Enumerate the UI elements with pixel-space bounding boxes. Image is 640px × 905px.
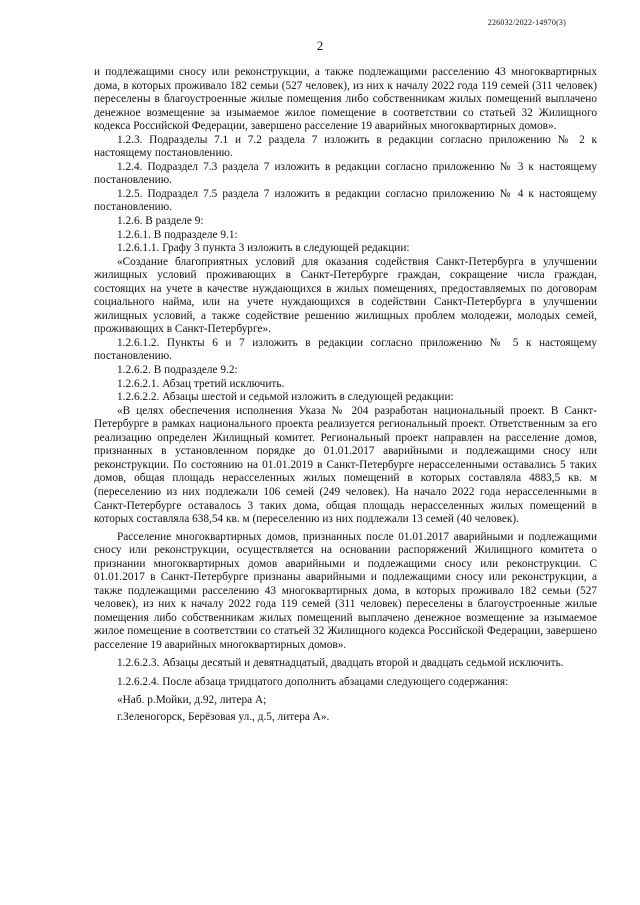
paragraph: и подлежащими сносу или реконструкции, а также подлежащими расселению 43 многоквартирных дома, в которых проживало 182 семьи (527 человек), из них к началу 2022 года 119 семей (311 человек) переселены в благоустроенные жилые помещения либо собственникам жилых помещений выплачено денежное возмещение за изымаемое жилое помещение в соответствии со статьей 32 Жилищного кодекса Российской Федерации, завершено расселение 19 аварийных многоквартирных домов». (94, 66, 597, 133)
paragraph: 1.2.5. Подраздел 7.5 раздела 7 изложить в редакции согласно приложению № 4 к настоящему постановлению. (94, 187, 597, 214)
paragraph: 1.2.6.1.1. Графу 3 пункта 3 изложить в следующей редакции: (117, 242, 410, 255)
paragraph: 1.2.6.2.3. Абзацы десятый и девятнадцатый, двадцать второй и двадцать седьмой исключить. (117, 656, 564, 669)
paragraph: Расселение многоквартирных домов, признанных после 01.01.2017 аварийными и подлежащими сносу или реконструкции, осуществляется на основании распоряжений Жилищного комитета о признании многоквартирных домов аварийными и подлежащими сносу или реконструкции. С 01.01.2017 в Санкт-Петербурге признаны аварийными и подлежащими сносу или реконструкции, а также подлежащими расселению 43 многоквартирных дома, в которых проживало 182 семьи (527 человек), из них к началу 2022 года 119 семей (311 человек) переселены в благоустроенные жилые помещения либо собственникам жилых помещений выплачено денежное возмещение за изымаемое жилое помещение в соответствии со статьей 32 Жилищного кодекса Российской Федерации, завершено расселение 19 аварийных многоквартирных домов». (94, 530, 597, 651)
paragraph: 1.2.6.2.4. После абзаца тридцатого дополнить абзацами следующего содержания: (117, 676, 509, 689)
address-line: «Наб. р.Мойки, д.92, литера А; (117, 693, 267, 706)
paragraph: 1.2.6.2. В подразделе 9.2: (117, 364, 238, 377)
paragraph: 1.2.6.2.2. Абзацы шестой и седьмой изложить в следующей редакции: (117, 391, 454, 404)
paragraph: «В целях обеспечения исполнения Указа № 204 разработан национальный проект. В Санкт-Петербурге в рамках национального проекта реализуется региональный проект. Ответственным за его реализацию определен Жилищный комитет. Региональный проект направлен на расселение домов, признанных в установленном порядке до 01.01.2017 аварийными и подлежащими сносу или реконструкции. По состоянию на 01.01.2019 в Санкт-Петербурге нерасселенными оставались 5 таких домов, общая площадь нерасселенных жилых помещений в которых составляла 4883,5 кв. м (переселению из них подлежали 106 семей (249 человек). На начало 2022 года нерасселенными в Санкт-Петербурге оставалось 3 таких дома, общая площадь нерасселенных жилых помещений в которых составляла 638,54 кв. м (переселению из них подлежали 13 семей (40 человек). (94, 404, 597, 526)
address-line: г.Зеленогорск, Берёзовая ул., д.5, литера А». (117, 711, 330, 724)
paragraph: 1.2.6.1. В подразделе 9.1: (117, 228, 238, 241)
paragraph: 1.2.6.1.2. Пункты 6 и 7 изложить в редакции согласно приложению № 5 к настоящему постановлению. (94, 336, 597, 363)
paragraph: 1.2.4. Подраздел 7.3 раздела 7 изложить в редакции согласно приложению № 3 к настоящему постановлению. (94, 160, 597, 187)
paragraph: «Создание благоприятных условий для оказания содействия Санкт-Петербурга в улучшении жилищных условий проживающих в Санкт-Петербурге граждан, сокращение числа граждан, состоящих на учете в качестве нуждающихся в жилых помещениях, предоставляемых по договорам социального найма, или на учете нуждающихся в содействии Санкт-Петербурга в улучшении жилищных условий, а также содействие решению жилищных проблем молодежи, молодых семей, проживающих в Санкт-Петербурге». (94, 255, 597, 336)
document-registration-number: 226032/2022-14970(3) (487, 18, 566, 27)
paragraph: 1.2.6.2.1. Абзац третий исключить. (117, 377, 285, 390)
document-body (94, 66, 597, 725)
paragraph: 1.2.6. В разделе 9: (117, 215, 204, 228)
page-number: 2 (316, 38, 324, 53)
paragraph: 1.2.3. Подразделы 7.1 и 7.2 раздела 7 изложить в редакции согласно приложению № 2 к настоящему постановлению. (94, 133, 597, 160)
